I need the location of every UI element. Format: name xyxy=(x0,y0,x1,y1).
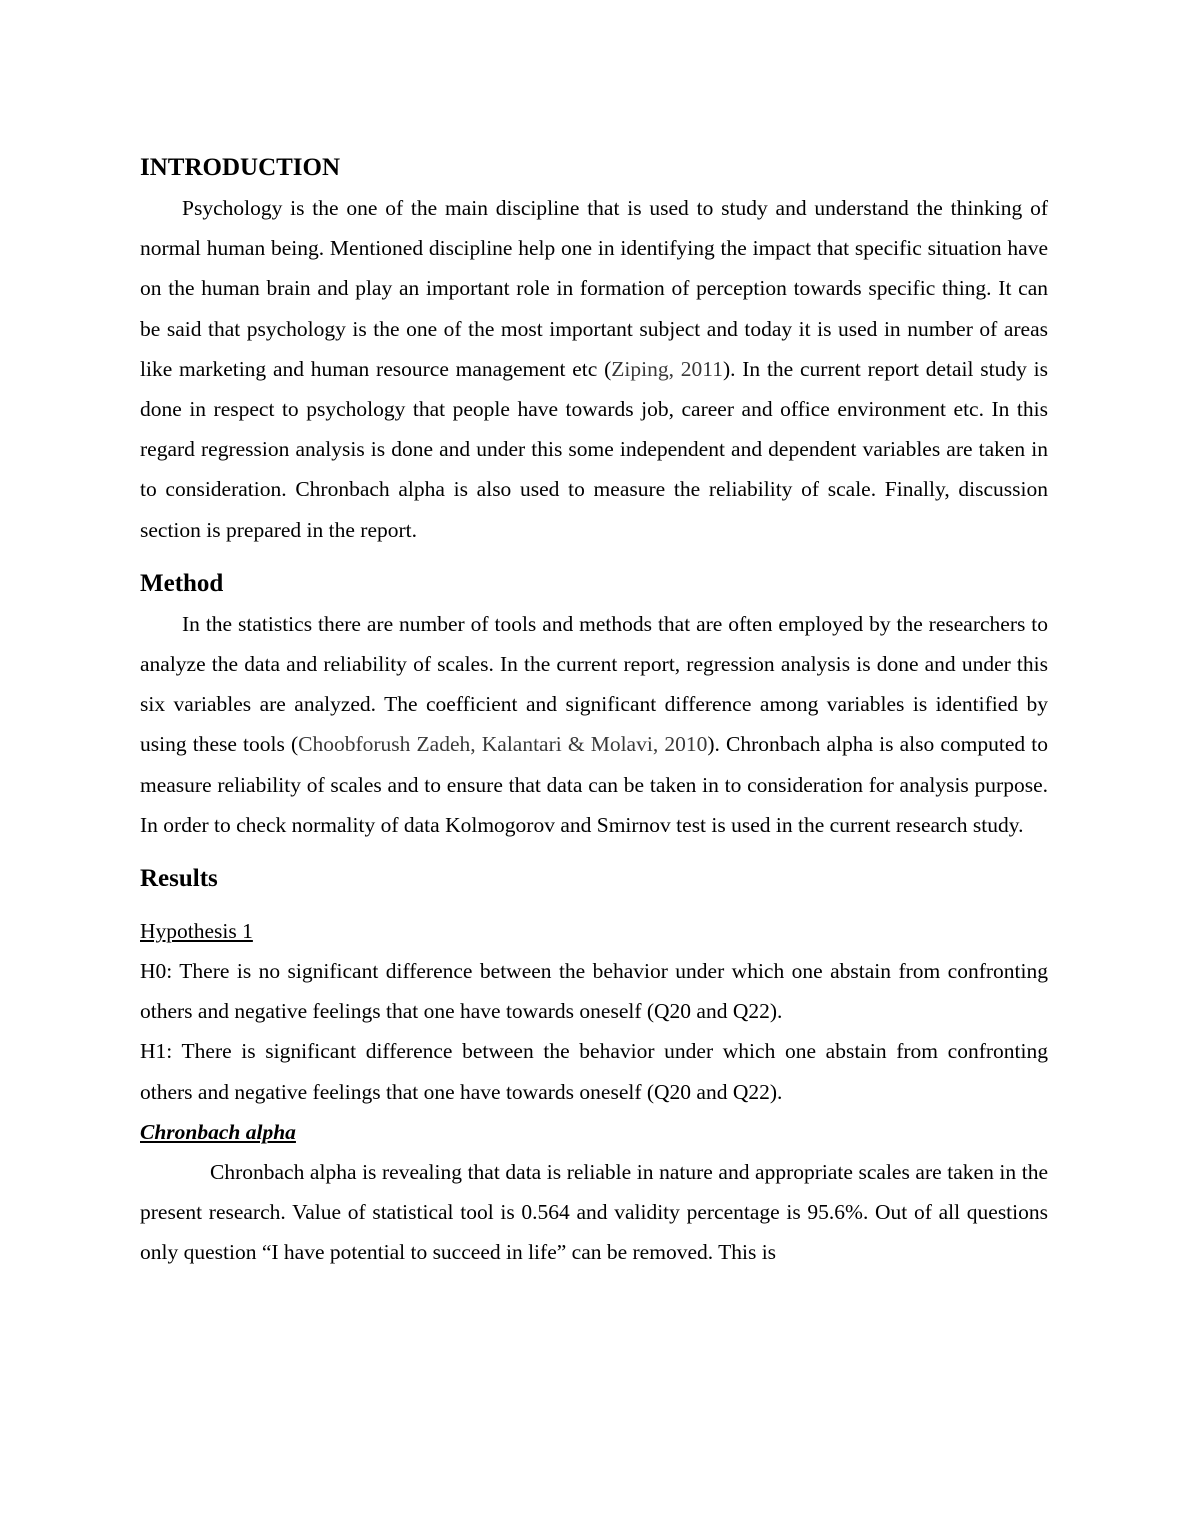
introduction-paragraph xyxy=(140,188,1048,550)
spacer xyxy=(140,845,1048,859)
chronbach-alpha-paragraph: Chronbach alpha is revealing that data is reliable in nature and appropriate scales are taken in the present research. Value of statistical tool is 0.564 and validity percentage is 95.6%. Out of all questions only question “I have potential to succeed in life” can be removed. This is xyxy=(140,1159,1048,1265)
introduction-text-start: Psychology is the one of the main discipline that is used to study and understand the thinking of normal human being. Mentioned discipline help one in identifying the impact that specific situation have on the human brain and play an important role in formation of perception towards specific thing. It can be said that psychology is the one of the most important subject and today it is used in number of areas like marketing and human resource management etc ( xyxy=(140,196,1048,381)
hypothesis-title: Hypothesis 1 xyxy=(140,919,253,944)
document-page xyxy=(140,148,1048,1272)
introduction-heading: INTRODUCTION xyxy=(140,154,341,181)
spacer xyxy=(140,550,1048,564)
method-text-start: In the statistics there are number of tools and methods that are often employed by the researchers to analyze the data and reliability of scales. In the current report, regression analysis is done and under this six variables are analyzed. The coefficient and significant difference among variables is identified by using these tools ( xyxy=(140,611,1048,757)
chronbach-alpha-title: Chronbach alpha xyxy=(140,1119,296,1144)
method-paragraph xyxy=(140,604,1048,845)
null-hypothesis: H0: There is no significant difference between the behavior under which one abstain from confronting others and negative feelings that one have towards oneself (Q20 and Q22). xyxy=(140,959,1048,1024)
method-text-end: ). Chronbach alpha is also computed to measure reliability of scales and to ensure that data can be taken in to consideration for analysis purpose. In order to check normality of data Kolmogorov and Smirnov test is used in the current research study. xyxy=(140,732,1048,837)
introduction-text-end: ). In the current report detail study is done in respect to psychology that people have towards job, career and office environment etc. In this regard regression analysis is done and under this some independent and dependent variables are taken in to consideration. Chronbach alpha is also used to measure the reliability of scale. Finally, discussion section is prepared in the report. xyxy=(140,356,1048,542)
spacer xyxy=(140,899,1048,911)
alternative-hypothesis: H1: There is significant difference between the behavior under which one abstain from confronting others and negative feelings that one have towards oneself (Q20 and Q22). xyxy=(140,1039,1048,1104)
introduction-citation: Ziping, 2011 xyxy=(611,356,723,381)
method-citation: Choobforush Zadeh, Kalantari & Molavi, 2010 xyxy=(298,732,708,757)
results-heading: Results xyxy=(140,865,218,893)
method-heading: Method xyxy=(140,569,224,597)
